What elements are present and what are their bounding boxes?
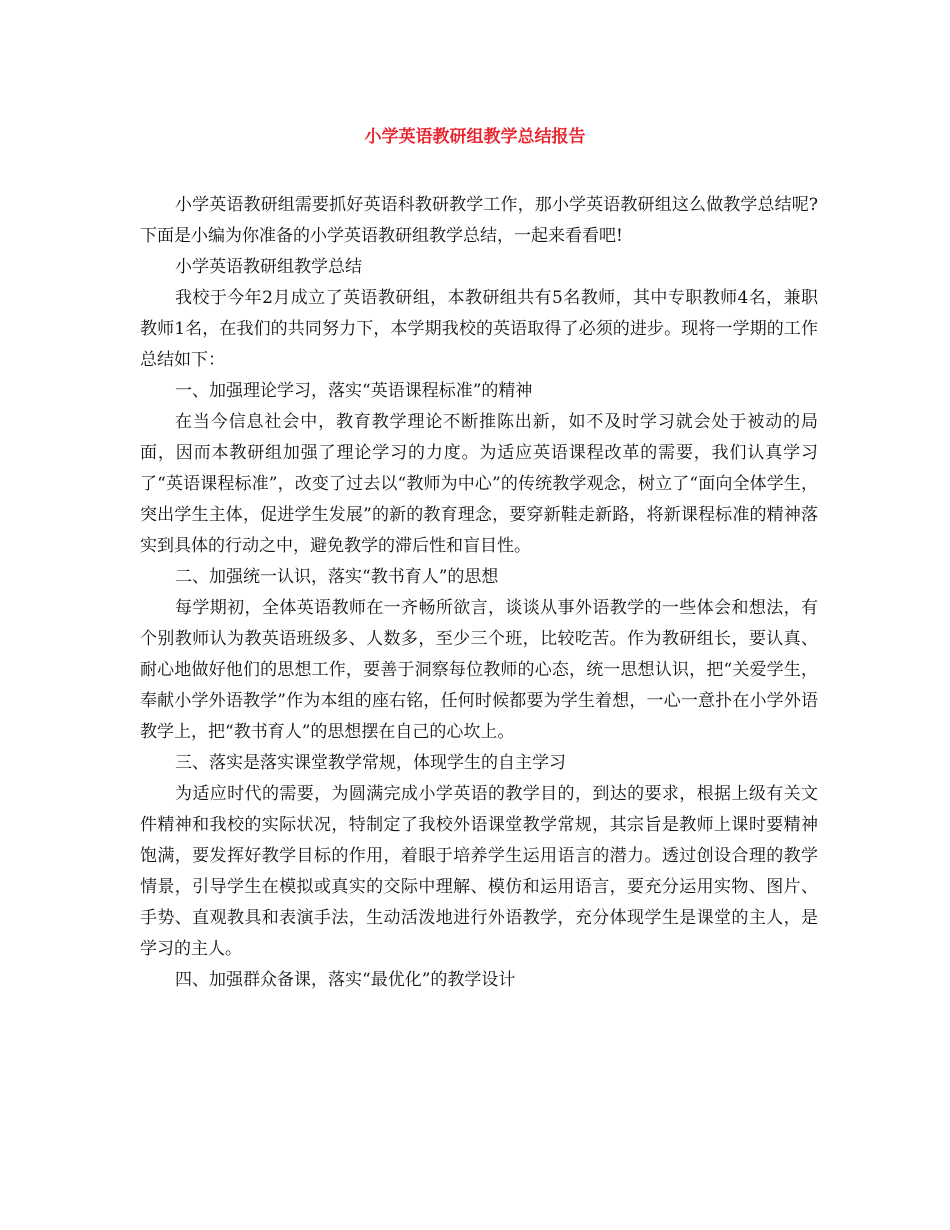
paragraph-overview: 我校于今年2月成立了英语教研组，本教研组共有5名教师，其中专职教师4名，兼职教师1名，在我们的共同努力下，本学期我校的英语取得了必须的进步。现将一学期的工作总结如下： xyxy=(140,288,818,370)
section-body-3: 为适应时代的需要，为圆满完成小学英语的教学目的，到达的要求，根据上级有关文件精神和我校的实际状况，特制定了我校外语课堂教学常规，其宗旨是教师上课时要精神饱满，要发挥好教学目标的作用，着眼于培养学生运用语言的潜力。透过创设合理的教学情景，引导学生在模拟或真实的交际中理解、模仿和运用语言，要充分运用实物、图片、手势、直观教具和表演手法，生动活泼地进行外语教学，充分体现学生是课堂的主人，是学习的主人。 xyxy=(140,784,818,959)
section-heading-2: 二、加强统一认识，落实“教书育人”的思想 xyxy=(175,567,499,587)
section-body-2: 每学期初，全体英语教师在一齐畅所欲言，谈谈从事外语教学的一些体会和想法，有个别教师认为教英语班级多、人数多，至少三个班，比较吃苦。作为教研组长，要认真、耐心地做好他们的思想工作，要善于洞察每位教师的心态，统一思想认识，把“关爱学生，奉献小学外语教学”作为本组的座右铭，任何时候都要为学生着想，一心一意扑在小学外语教学上，把“教书育人”的思想摆在自己的心坎上。 xyxy=(140,598,818,742)
document-body xyxy=(140,190,818,996)
document-title: 小学英语教研组教学总结报告 xyxy=(364,127,586,147)
section-heading-3: 三、落实是落实课堂教学常规，体现学生的自主学习 xyxy=(175,753,566,773)
section-heading-4: 四、加强群众备课，落实“最优化”的教学设计 xyxy=(175,970,516,990)
paragraph-intro: 小学英语教研组需要抓好英语科教研教学工作，那小学英语教研组这么做教学总结呢?下面是小编为你准备的小学英语教研组教学总结，一起来看看吧! xyxy=(140,195,818,246)
section-heading-1: 一、加强理论学习，落实“英语课程标准”的精神 xyxy=(175,381,533,401)
section-body-1: 在当今信息社会中，教育教学理论不断推陈出新，如不及时学习就会处于被动的局面，因而本教研组加强了理论学习的力度。为适应英语课程改革的需要，我们认真学习了“英语课程标准”，改变了过去以“教师为中心”的传统教学观念，树立了“面向全体学生，突出学生主体，促进学生发展”的新的教育理念，要穿新鞋走新路，将新课程标准的精神落实到具体的行动之中，避免教学的滞后性和盲目性。 xyxy=(140,412,818,556)
paragraph-subtitle: 小学英语教研组教学总结 xyxy=(175,257,362,277)
